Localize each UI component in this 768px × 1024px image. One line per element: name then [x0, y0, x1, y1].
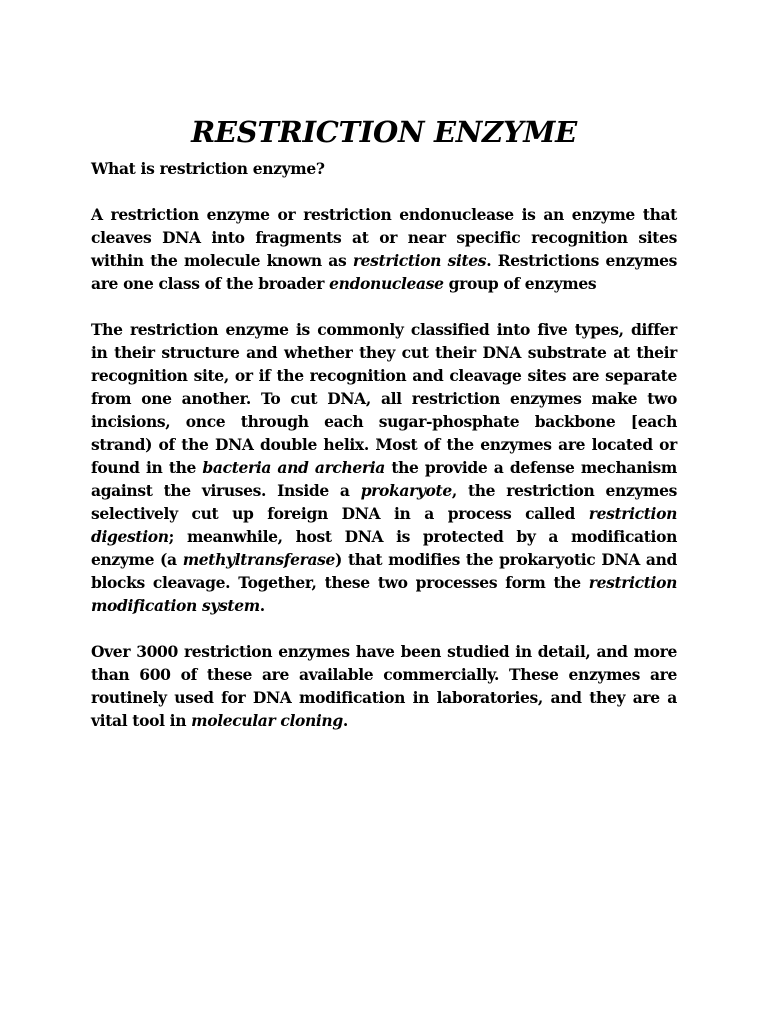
term-restriction-modification-system: restriction modification system [91, 573, 677, 615]
document-title: RESTRICTION ENZYME [191, 115, 577, 150]
text-run: Over 3000 restriction enzymes have been studied in detail, and more than 600 of these are available commercially. These enzymes are routinely used for DNA modification in laboratories, and they are a vital tool in [91, 642, 677, 730]
question-heading: What is restriction enzyme? [91, 159, 325, 178]
text-run: the provide a defense mechanism against the viruses. Inside a [91, 458, 677, 500]
text-run: The restriction enzyme is commonly classified into five types, differ in their structure and whether they cut their DNA substrate at their recognition site, or if the recognition and cleavage sites are separate from one another. To cut DNA, all restriction enzymes make two incisions, once through each sugar-phosphate backbone [each strand) of the DNA double helix. Most of the enzymes are located or found in the [91, 320, 677, 477]
term-restriction-digestion: restriction digestion [91, 504, 677, 546]
text-run: group of enzymes [443, 274, 597, 293]
text-run: . [259, 596, 265, 615]
paragraph-usage [91, 640, 677, 732]
term-endonuclease: endonuclease [329, 274, 444, 293]
text-run: . Restrictions enzymes are one class of the broader [91, 251, 678, 293]
term-molecular-cloning: molecular cloning [191, 711, 343, 730]
term-bacteria-archeria: bacteria and archeria [202, 458, 385, 477]
term-methyltransferase: methyltransferase [182, 550, 336, 569]
text-run: A restriction enzyme or restriction endonuclease is an enzyme that cleaves DNA into fragments at or near specific recognition sites within the molecule known as [91, 205, 677, 270]
text-run: ) that modifies the prokaryotic DNA and blocks cleavage. Together, these two processes form the [91, 550, 677, 592]
paragraph-classification [91, 318, 677, 617]
document-body [91, 157, 677, 755]
text-run: . [342, 711, 348, 730]
text-run: , the restriction enzymes selectively cut up foreign DNA in a process called [91, 481, 677, 523]
paragraph-definition [91, 203, 677, 295]
text-run: ; meanwhile, host DNA is protected by a modification enzyme (a [91, 527, 677, 569]
term-restriction-sites: restriction sites [352, 251, 487, 270]
term-prokaryote: prokaryote [360, 481, 452, 500]
